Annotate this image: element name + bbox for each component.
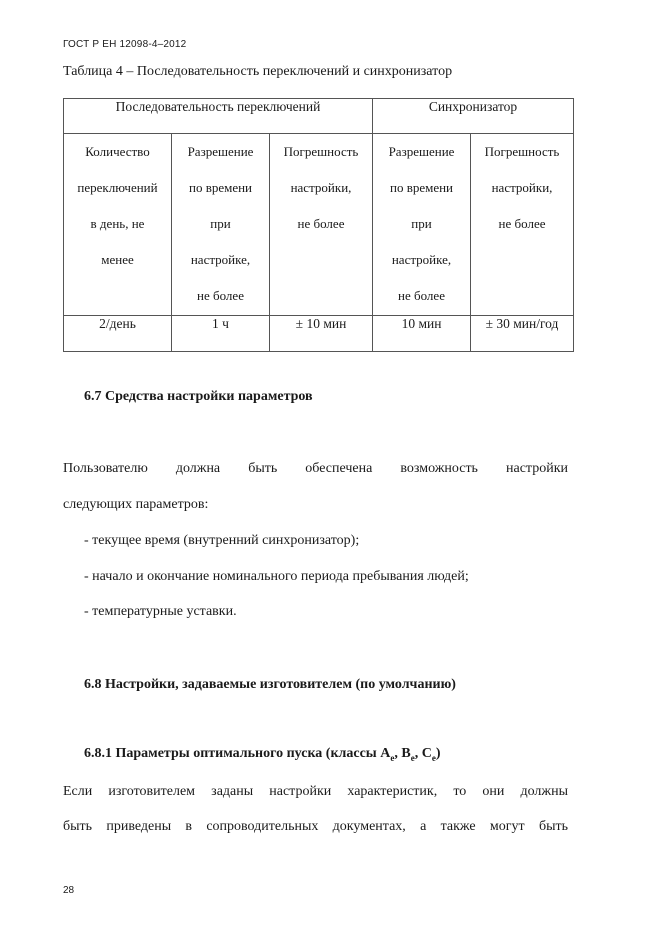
column-header-accuracy-switching: Погрешность настройки, не более	[270, 134, 373, 316]
paragraph-6-8-1-line1: Если изготовителем заданы настройки характеристик, то они должны	[63, 784, 568, 799]
paragraph-6-7-line2: следующих параметров:	[63, 497, 209, 512]
list-item: - начало и окончание номинального периода пребывания людей;	[84, 569, 469, 584]
list-item: - температурные уставки.	[84, 604, 237, 619]
paragraph-6-7-line1: Пользователю должна быть обеспечена возможность настройки	[63, 461, 568, 476]
list-item: - текущее время (внутренний синхронизатор);	[84, 533, 360, 548]
column-header-accuracy-synchronizer: Погрешность настройки, не более	[471, 134, 574, 316]
group-header-switching: Последовательность переключений	[64, 99, 373, 134]
heading-6-8-1: 6.8.1 Параметры оптимального пуска (классы $A_e$, $B_e$, $C_e$)	[84, 746, 441, 763]
group-header-synchronizer: Синхронизатор	[373, 99, 574, 134]
paragraph-6-8-1-line2: быть приведены в сопроводительных документах, а также могут быть	[63, 819, 568, 834]
column-header-resolution-switching: Разрешение по времени при настройке, не более	[172, 134, 270, 316]
settings-table	[63, 98, 574, 352]
value-resolution-synchronizer: 10 мин	[373, 316, 471, 352]
table-caption: Таблица 4 – Последовательность переключений и синхронизатор	[63, 64, 453, 79]
value-accuracy-synchronizer: ± 30 мин/год	[471, 316, 574, 352]
heading-6-8: 6.8 Настройки, задаваемые изготовителем (по умолчанию)	[84, 677, 456, 692]
table-row	[64, 316, 574, 352]
heading-6-7: 6.7 Средства настройки параметров	[84, 389, 313, 404]
column-header-row	[64, 134, 574, 316]
page-number: 28	[63, 885, 75, 896]
value-resolution-switching: 1 ч	[172, 316, 270, 352]
column-header-resolution-synchronizer: Разрешение по времени при настройке, не более	[373, 134, 471, 316]
standard-designation: ГОСТ Р ЕН 12098-4–2012	[63, 39, 187, 50]
group-header-row	[64, 99, 574, 134]
value-switch-count: 2/день	[64, 316, 172, 352]
value-accuracy-switching: ± 10 мин	[270, 316, 373, 352]
column-header-switch-count: Количество переключений в день, не менее	[64, 134, 172, 316]
